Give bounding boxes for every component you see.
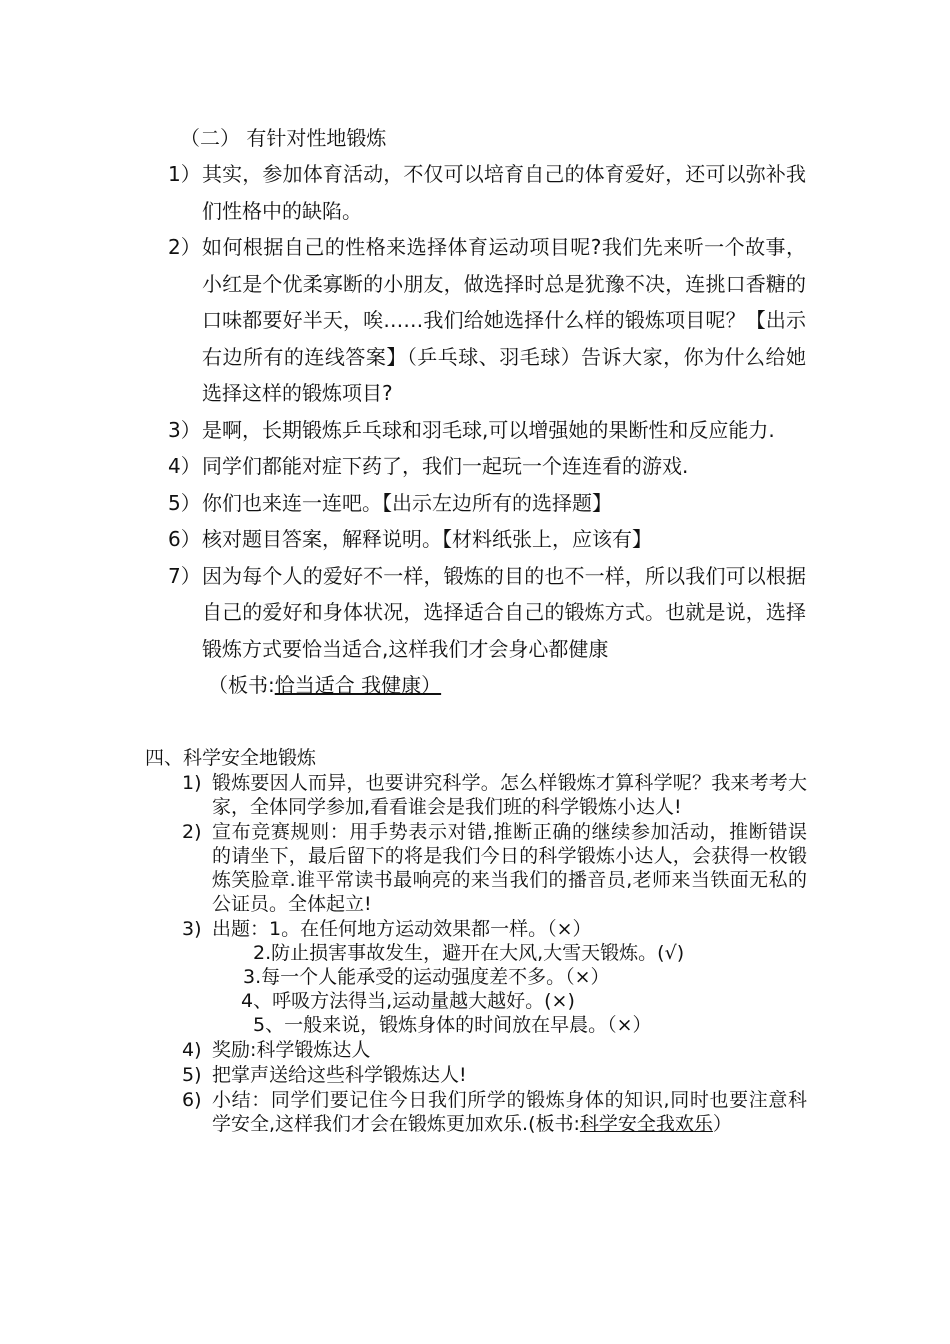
item-text: 把掌声送给这些科学锻炼达人! xyxy=(212,1064,467,1086)
item-number: 4) xyxy=(182,1039,202,1061)
item-number: 6) xyxy=(182,1089,202,1111)
quiz-question: 3.每一个人能承受的运动强度差不多。（×） xyxy=(243,966,610,988)
list-item xyxy=(150,412,830,449)
item-number: 1） xyxy=(168,162,201,186)
item-text: 锻炼要因人而异，也要讲究科学。怎么样锻炼才算科学呢？我来考考大家，全体同学参加,看看谁会是我们班的科学锻炼小达人! xyxy=(212,772,807,818)
list-item xyxy=(145,1063,825,1087)
list-item xyxy=(145,917,825,941)
list-item xyxy=(150,558,830,704)
item-number: 1) xyxy=(182,772,202,794)
board-note: 恰当适合 我健康） xyxy=(274,673,442,697)
item-number: 3) xyxy=(182,918,202,940)
item-text: 宣布竞赛规则：用手势表示对错,推断正确的继续参加活动，推断错误的请坐下，最后留下的将是我们今日的科学锻炼小达人，会获得一枚锻炼笑脸章.谁平常读书最响亮的来当我们的播音员,老师来当铁面无私的公证员。全体起立! xyxy=(212,821,807,915)
item-number: 7） xyxy=(168,563,201,588)
item-number: 4） xyxy=(168,454,201,478)
item-number: 2） xyxy=(168,235,201,259)
list-item xyxy=(150,156,830,229)
list-item xyxy=(145,820,825,916)
list-item xyxy=(150,448,830,485)
item-number: 3） xyxy=(168,417,201,442)
list-item xyxy=(145,1038,825,1062)
board-note-prefix: （板书: xyxy=(208,673,275,697)
item-text: 出题：1。在任何地方运动效果都一样。（×） xyxy=(212,918,592,940)
item-text: 如何根据自己的性格来选择体育运动项目呢?我们先来听一个故事，小红是个优柔寡断的小朋友，做选择时总是犹豫不决，连挑口香糖的口味都要好半天，唉……我们给她选择什么样的锻炼项目呢？【出示右边所有的连线答案】（乒乓球、羽毛球）告诉大家，你为什么给她选择这样的锻炼项目? xyxy=(202,235,806,405)
section-scientific-exercise xyxy=(145,746,825,1136)
board-note-close: ） xyxy=(712,1113,732,1135)
item-number: 2) xyxy=(182,821,202,843)
quiz-question: 2.防止损害事故发生，避开在大风,大雪天锻炼。(√) xyxy=(253,942,685,964)
list-item xyxy=(145,771,825,819)
item-text: 奖励:科学锻炼达人 xyxy=(212,1039,371,1061)
list-item xyxy=(145,1088,825,1136)
item-text: 其实，参加体育活动，不仅可以培育自己的体育爱好，还可以弥补我们性格中的缺陷。 xyxy=(202,162,806,223)
item-number: 5) xyxy=(182,1064,202,1086)
quiz-question: 4、呼吸方法得当,运动量越大越好。(×) xyxy=(241,990,575,1012)
board-note: 科学安全我欢乐 xyxy=(579,1113,713,1135)
item-text: 核对题目答案，解释说明。【材料纸张上，应该有】 xyxy=(202,527,652,551)
quiz-question: 5、一般来说，锻炼身体的时间放在早晨。（×） xyxy=(253,1014,652,1036)
list-item xyxy=(150,229,830,412)
item-number: 6） xyxy=(168,527,201,551)
item-text: 因为每个人的爱好不一样，锻炼的目的也不一样，所以我们可以根据自己的爱好和身体状况，选择适合自己的锻炼方式。也就是说，选择锻炼方式要恰当适合,这样我们才会身心都健康 xyxy=(202,563,806,661)
list-item xyxy=(150,521,830,558)
item-text: 同学们都能对症下药了，我们一起玩一个连连看的游戏. xyxy=(202,454,689,478)
list-item xyxy=(150,485,830,522)
item-text: 是啊，长期锻炼乒乓球和羽毛球,可以增强她的果断性和反应能力. xyxy=(202,417,775,442)
item-text: 你们也来连一连吧。【出示左边所有的选择题】 xyxy=(202,490,612,515)
item-text: 小结：同学们要记住今日我们所学的锻炼身体的知识,同时也要注意科学安全,这样我们才会在锻炼更加欢乐.(板书: xyxy=(212,1089,807,1135)
section-targeted-exercise xyxy=(150,120,830,704)
section-heading: （二） 有针对性地锻炼 xyxy=(180,126,387,150)
section-heading: 四、科学安全地锻炼 xyxy=(145,747,317,769)
item-number: 5） xyxy=(168,490,201,515)
